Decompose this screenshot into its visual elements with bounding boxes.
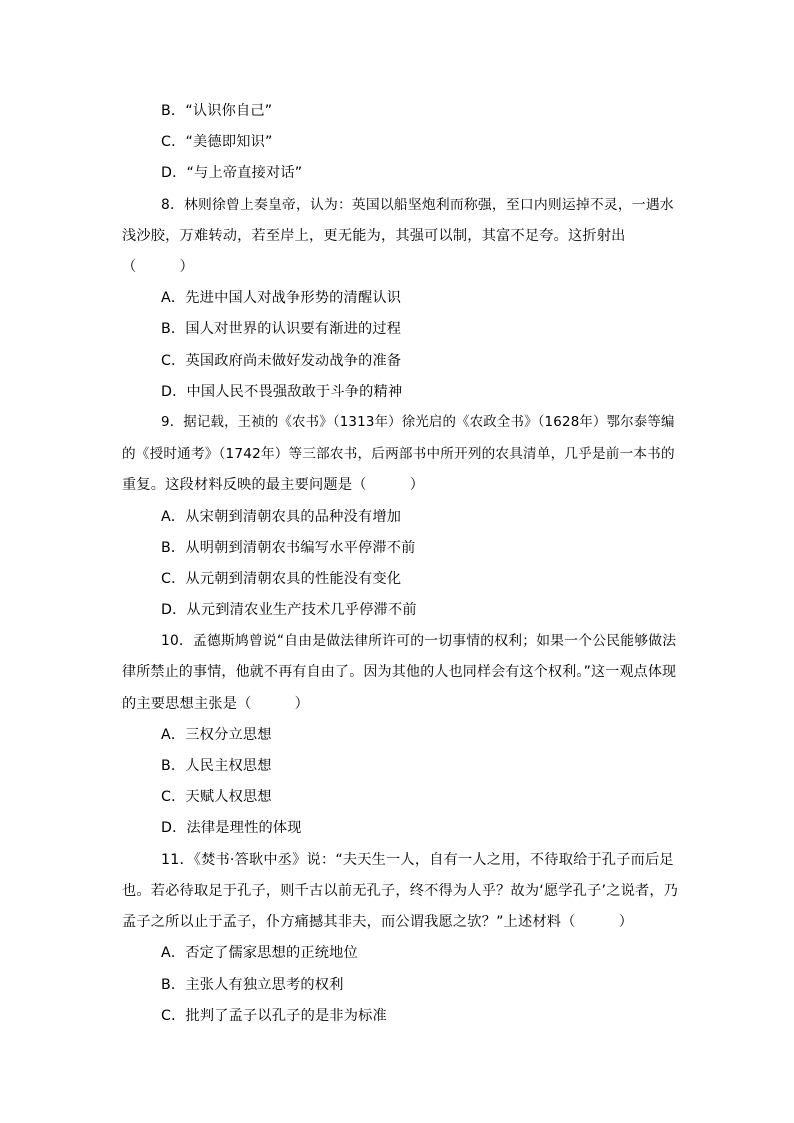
q9-option-c: C．从元朝到清朝农具的性能没有变化 [161,571,402,587]
q9-option-a: A．从宋朝到清朝农具的品种没有增加 [161,509,402,525]
q11-option-b: B．主张人有独立思考的权利 [161,977,344,993]
q11-stem-line-2: 也。若必待取足于孔子，则千古以前无孔子，终不得为人乎？故为‘愿学孔子’之说者，乃 [122,883,679,899]
q8-option-d: D．中国人民不畏强敌敢于斗争的精神 [161,384,403,400]
q8-option-c: C．英国政府尚未做好发动战争的准备 [161,353,402,369]
q8-option-b: B．国人对世界的认识要有渐进的过程 [161,321,402,337]
q9-stem-line-2: 的《授时通考》（1742年）等三部农书，后两部书中所开列的农具清单，几乎是前一本书的 [122,446,675,462]
q8-stem-line-3: （ ） [122,259,194,275]
q7-option-d: D．“与上帝直接对话” [161,165,303,181]
q9-stem-line-1: 9．据记载，王祯的《农书》（1313年）徐光启的《农政全书》（1628年）鄂尔泰等编 [161,415,675,430]
q10-stem-line-1: 10．孟德斯鸠曾说“自由是做法律所许可的一切事情的权利；如果一个公民能够做法 [161,633,677,649]
q7-option-b: B．“认识你自己” [161,103,273,119]
q11-option-a: A．否定了儒家思想的正统地位 [161,945,358,961]
q11-stem-line-1: 11．《焚书·答耿中丞》说：“夫天生一人，自有一人之用，不待取给于孔子而后足 [161,852,674,868]
q10-option-a: A．三权分立思想 [161,727,272,743]
q10-option-d: D．法律是理性的体现 [161,820,302,836]
q8-stem-line-2: 浅沙胶，万难转动，若至岸上，更无能为，其强可以制，其富不足夸。这折射出 [122,228,626,244]
q11-stem-line-3: 孟子之所以止于孟子，仆方痛撼其非夫，而公谓我愿之欤？”上述材料（ ） [122,914,634,930]
q10-stem-line-3: 的主要思想主张是（ ） [122,696,310,712]
q8-option-a: A．先进中国人对战争形势的清醒认识 [161,290,402,306]
q7-option-c: C．“美德即知识” [161,134,273,150]
q9-option-d: D．从元到清农业生产技术几乎停滞不前 [161,602,417,618]
q9-option-b: B．从明朝到清朝农书编写水平停滞不前 [161,540,416,556]
q10-option-b: B．人民主权思想 [161,758,272,774]
q11-option-c: C．批判了孟子以孔子的是非为标准 [161,1008,387,1024]
q10-stem-line-2: 律所禁止的事情，他就不再有自由了。因为其他的人也同样会有这个权利。”这一观点体现 [122,664,677,680]
q9-stem-line-3: 重复。这段材料反映的最主要问题是（ ） [122,477,425,493]
q10-option-c: C．天赋人权思想 [161,789,272,805]
q8-stem-line-1: 8．林则徐曾上奏皇帝，认为：英国以船坚炮利而称强，至口内则运掉不灵，一遇水 [161,197,674,213]
